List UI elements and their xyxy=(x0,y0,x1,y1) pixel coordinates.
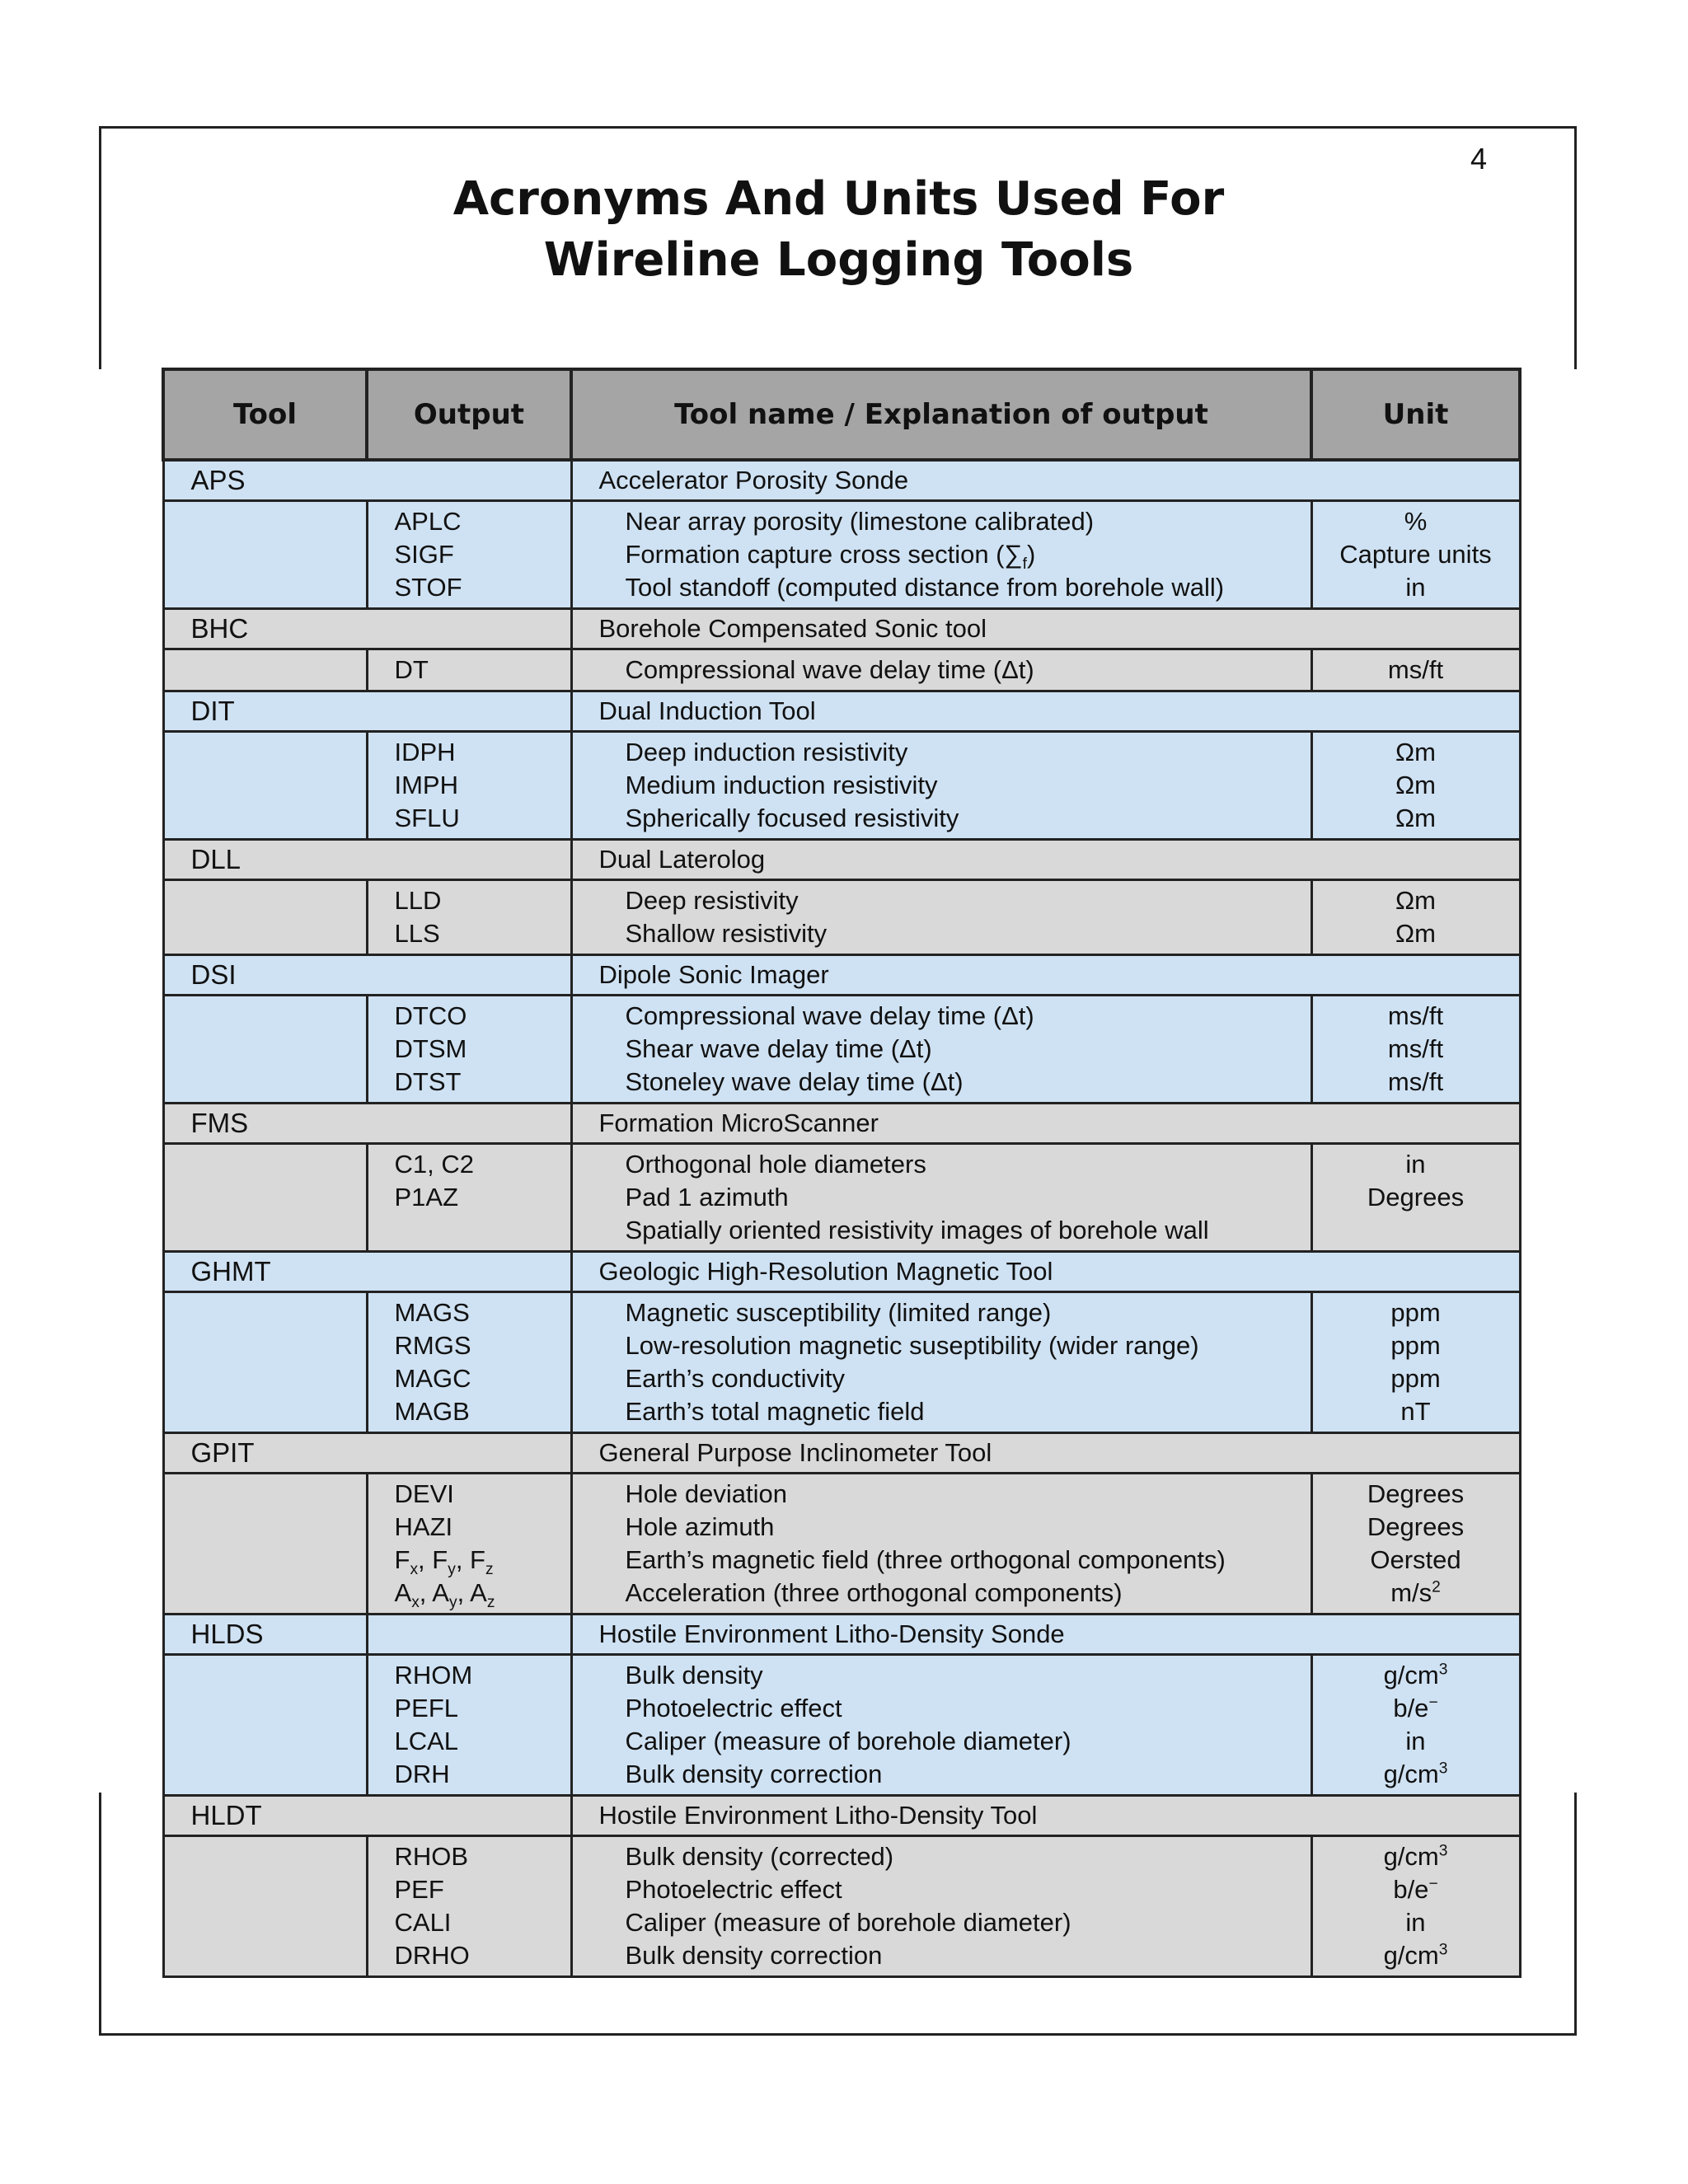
tool-acronym: GHMT xyxy=(163,1252,571,1292)
output-explanation: Photoelectric effect xyxy=(625,1875,842,1904)
output-explanation: Photoelectric effect xyxy=(625,1694,842,1722)
output-unit: $g/cm^3$ xyxy=(1383,1842,1448,1871)
output-explanation-list xyxy=(571,1474,1311,1615)
frame-bottom-line xyxy=(99,2033,1577,2036)
output-row-hldt xyxy=(163,1836,1520,1977)
output-code-list xyxy=(367,1292,571,1433)
output-row-aps xyxy=(163,501,1520,609)
table-body xyxy=(163,460,1520,1977)
output-code: C1, C2 xyxy=(394,1150,474,1179)
output-code: IDPH xyxy=(394,738,456,766)
output-explanation: Bulk density (corrected) xyxy=(625,1842,894,1871)
output-explanation-list xyxy=(571,501,1311,609)
output-row-fms xyxy=(163,1144,1520,1252)
output-unit-list xyxy=(1311,1474,1520,1615)
output-row-dit xyxy=(163,732,1520,840)
frame-right-line-bottom xyxy=(1574,1793,1577,2036)
tool-acronym: BHC xyxy=(163,609,571,649)
output-code: CALI xyxy=(394,1908,452,1937)
acronyms-table xyxy=(162,368,1522,1978)
output-code: MAGS xyxy=(394,1298,470,1327)
tool-full-name: Hostile Environment Litho-Density Sonde xyxy=(571,1615,1520,1655)
output-explanation: Shear wave delay time (Δt) xyxy=(625,1034,932,1063)
tool-empty-cell xyxy=(163,1836,367,1977)
output-unit: in xyxy=(1405,1150,1426,1179)
output-code: $F_x$, $F_y$, $F_z$ xyxy=(394,1545,494,1579)
output-code: SFLU xyxy=(394,804,460,832)
tool-row-dll xyxy=(163,840,1520,880)
tool-row-fms xyxy=(163,1104,1520,1144)
output-code: DRH xyxy=(394,1760,450,1788)
output-row-ghmt xyxy=(163,1292,1520,1433)
output-explanation: Medium induction resistivity xyxy=(625,771,938,799)
output-unit-list xyxy=(1311,880,1520,955)
output-explanation: Near array porosity (limestone calibrated) xyxy=(625,507,1095,536)
tool-empty-cell xyxy=(163,1655,367,1796)
output-explanation-list xyxy=(571,1144,1311,1252)
tool-full-name: Dipole Sonic Imager xyxy=(571,955,1520,996)
tool-acronym: FMS xyxy=(163,1104,571,1144)
output-code: DEVI xyxy=(394,1479,454,1508)
output-unit: Degrees xyxy=(1367,1512,1465,1541)
output-explanation-list xyxy=(571,732,1311,840)
header-output: Output xyxy=(367,369,571,460)
output-code: PEF xyxy=(394,1875,444,1904)
tool-empty-cell xyxy=(163,880,367,955)
output-row-dll xyxy=(163,880,1520,955)
output-explanation: Compressional wave delay time (Δt) xyxy=(625,655,1034,684)
output-unit: ppm xyxy=(1390,1364,1441,1393)
output-unit: Capture units xyxy=(1339,540,1492,569)
output-unit: $m/s^2$ xyxy=(1390,1578,1441,1607)
output-code: STOF xyxy=(394,573,462,602)
output-unit: Ωm xyxy=(1395,804,1436,832)
tool-empty-cell xyxy=(163,1144,367,1252)
output-code: MAGC xyxy=(394,1364,471,1393)
output-code-list xyxy=(367,1144,571,1252)
output-explanation: Caliper (measure of borehole diameter) xyxy=(625,1727,1071,1755)
output-code: APLC xyxy=(394,507,462,536)
tool-acronym: APS xyxy=(163,460,571,501)
tool-row-aps xyxy=(163,460,1520,501)
output-explanation: Earth’s total magnetic field xyxy=(625,1397,925,1426)
output-code: LLS xyxy=(394,919,440,948)
tool-output-empty xyxy=(367,1615,571,1655)
output-code: LCAL xyxy=(394,1727,459,1755)
output-explanation: Spherically focused resistivity xyxy=(625,804,959,832)
tool-full-name: Formation MicroScanner xyxy=(571,1104,1520,1144)
output-explanation: Low-resolution magnetic suseptibility (wider range) xyxy=(625,1331,1199,1360)
tool-acronym: GPIT xyxy=(163,1433,571,1474)
output-unit: in xyxy=(1405,1908,1426,1937)
output-unit: $g/cm^3$ xyxy=(1383,1661,1448,1690)
tool-empty-cell xyxy=(163,649,367,691)
tool-row-hldt xyxy=(163,1796,1520,1836)
output-unit-list xyxy=(1311,649,1520,691)
tool-row-hlds xyxy=(163,1615,1520,1655)
output-code: LLD xyxy=(394,886,442,915)
output-explanation: Deep resistivity xyxy=(625,886,799,915)
output-row-dsi xyxy=(163,996,1520,1104)
output-unit-list xyxy=(1311,1655,1520,1796)
output-unit: ms/ft xyxy=(1387,655,1444,684)
output-explanation-list xyxy=(571,996,1311,1104)
output-unit: $g/cm^3$ xyxy=(1383,1760,1448,1788)
output-explanation: Compressional wave delay time (Δt) xyxy=(625,1001,1034,1030)
tool-acronym: DLL xyxy=(163,840,571,880)
output-unit: ppm xyxy=(1390,1298,1441,1327)
output-explanation-list xyxy=(571,880,1311,955)
header-explanation: Tool name / Explanation of output xyxy=(571,369,1311,460)
tool-empty-cell xyxy=(163,732,367,840)
tool-full-name: General Purpose Inclinometer Tool xyxy=(571,1433,1520,1474)
tool-empty-cell xyxy=(163,1292,367,1433)
output-unit: ms/ft xyxy=(1387,1067,1444,1096)
page-title xyxy=(0,169,1677,291)
output-row-bhc xyxy=(163,649,1520,691)
output-unit: b/e− xyxy=(1393,1694,1438,1722)
frame-top-line xyxy=(99,126,1577,129)
output-unit-list xyxy=(1311,996,1520,1104)
tool-full-name: Borehole Compensated Sonic tool xyxy=(571,609,1520,649)
tool-full-name: Accelerator Porosity Sonde xyxy=(571,460,1520,501)
tool-full-name: Hostile Environment Litho-Density Tool xyxy=(571,1796,1520,1836)
output-code: IMPH xyxy=(394,771,458,799)
output-code-list xyxy=(367,649,571,691)
output-unit: $g/cm^3$ xyxy=(1383,1941,1448,1970)
output-unit: Degrees xyxy=(1367,1183,1465,1212)
page-number: 4 xyxy=(1470,142,1488,176)
output-unit: Ωm xyxy=(1395,738,1436,766)
output-explanation: Deep induction resistivity xyxy=(625,738,908,766)
output-explanation-list xyxy=(571,1655,1311,1796)
output-code: DTCO xyxy=(394,1001,467,1030)
tool-row-dsi xyxy=(163,955,1520,996)
output-explanation-list xyxy=(571,1836,1311,1977)
tool-empty-cell xyxy=(163,1474,367,1615)
output-code-list xyxy=(367,732,571,840)
tool-row-bhc xyxy=(163,609,1520,649)
output-code: RMGS xyxy=(394,1331,471,1360)
frame-left-line-bottom xyxy=(99,1793,101,2036)
output-unit-list xyxy=(1311,1144,1520,1252)
output-code: HAZI xyxy=(394,1512,453,1541)
output-explanation: Pad 1 azimuth xyxy=(625,1183,789,1212)
output-code: MAGB xyxy=(394,1397,470,1426)
output-code: PEFL xyxy=(394,1694,459,1722)
output-explanation: Caliper (measure of borehole diameter) xyxy=(625,1908,1071,1937)
output-code: DRHO xyxy=(394,1941,470,1970)
output-unit: Ωm xyxy=(1395,771,1436,799)
output-unit: Degrees xyxy=(1367,1479,1465,1508)
output-explanation-list xyxy=(571,649,1311,691)
output-unit: ms/ft xyxy=(1387,1034,1444,1063)
output-explanation: Earth’s conductivity xyxy=(625,1364,845,1393)
output-unit: in xyxy=(1405,1727,1426,1755)
output-row-hlds xyxy=(163,1655,1520,1796)
output-explanation-list xyxy=(571,1292,1311,1433)
table-header-row xyxy=(163,369,1520,460)
output-unit: Oersted xyxy=(1370,1545,1461,1574)
output-unit: Ωm xyxy=(1395,919,1436,948)
tool-full-name: Geologic High-Resolution Magnetic Tool xyxy=(571,1252,1520,1292)
output-unit-list xyxy=(1311,501,1520,609)
output-unit-list xyxy=(1311,732,1520,840)
tool-row-ghmt xyxy=(163,1252,1520,1292)
header-tool: Tool xyxy=(163,369,367,460)
output-unit: % xyxy=(1404,507,1428,536)
output-code: SIGF xyxy=(394,540,454,569)
output-unit: Ωm xyxy=(1395,886,1436,915)
output-code: P1AZ xyxy=(394,1183,459,1212)
output-unit: nT xyxy=(1400,1397,1431,1426)
output-unit-list xyxy=(1311,1836,1520,1977)
output-explanation: Orthogonal hole diameters xyxy=(625,1150,926,1179)
title-line-2: Wireline Logging Tools xyxy=(543,233,1134,287)
tool-row-dit xyxy=(163,691,1520,732)
output-code-list xyxy=(367,1836,571,1977)
output-code: $A_x$, $A_y$, $A_z$ xyxy=(394,1578,495,1612)
output-code-list xyxy=(367,1655,571,1796)
tool-empty-cell xyxy=(163,501,367,609)
tool-acronym: HLDT xyxy=(163,1796,571,1836)
output-explanation: Earth’s magnetic field (three orthogonal components) xyxy=(625,1545,1226,1574)
output-unit: ppm xyxy=(1390,1331,1441,1360)
output-explanation: Spatially oriented resistivity images of borehole wall xyxy=(625,1216,1209,1244)
output-explanation: Hole azimuth xyxy=(625,1512,775,1541)
tool-row-gpit xyxy=(163,1433,1520,1474)
output-explanation: Bulk density correction xyxy=(625,1760,883,1788)
output-code: RHOM xyxy=(394,1661,473,1690)
output-explanation: Bulk density correction xyxy=(625,1941,883,1970)
tool-full-name: Dual Laterolog xyxy=(571,840,1520,880)
output-code-list xyxy=(367,996,571,1104)
output-code-list xyxy=(367,501,571,609)
output-explanation: Acceleration (three orthogonal components) xyxy=(625,1578,1123,1607)
output-unit: b/e− xyxy=(1393,1875,1438,1904)
tool-empty-cell xyxy=(163,996,367,1104)
output-explanation: Magnetic susceptibility (limited range) xyxy=(625,1298,1052,1327)
header-unit: Unit xyxy=(1311,369,1520,460)
tool-acronym: DSI xyxy=(163,955,571,996)
output-code: DT xyxy=(394,655,429,684)
tool-acronym: HLDS xyxy=(163,1615,367,1655)
tool-acronym: DIT xyxy=(163,691,571,732)
output-explanation: Tool standoff (computed distance from borehole wall) xyxy=(625,573,1225,602)
output-explanation: Hole deviation xyxy=(625,1479,787,1508)
output-code: DTST xyxy=(394,1067,462,1096)
output-row-gpit xyxy=(163,1474,1520,1615)
output-code-list xyxy=(367,1474,571,1615)
output-explanation: Formation capture cross section $(\sum_f)$ xyxy=(625,540,1036,574)
output-explanation: Stoneley wave delay time (Δt) xyxy=(625,1067,964,1096)
title-line-1: Acronyms And Units Used For xyxy=(452,172,1225,226)
output-explanation: Shallow resistivity xyxy=(625,919,828,948)
tool-full-name: Dual Induction Tool xyxy=(571,691,1520,732)
output-explanation: Bulk density xyxy=(625,1661,763,1690)
output-code-list xyxy=(367,880,571,955)
output-code: DTSM xyxy=(394,1034,467,1063)
output-unit: in xyxy=(1405,573,1426,602)
output-unit: ms/ft xyxy=(1387,1001,1444,1030)
output-code: RHOB xyxy=(394,1842,469,1871)
output-unit-list xyxy=(1311,1292,1520,1433)
